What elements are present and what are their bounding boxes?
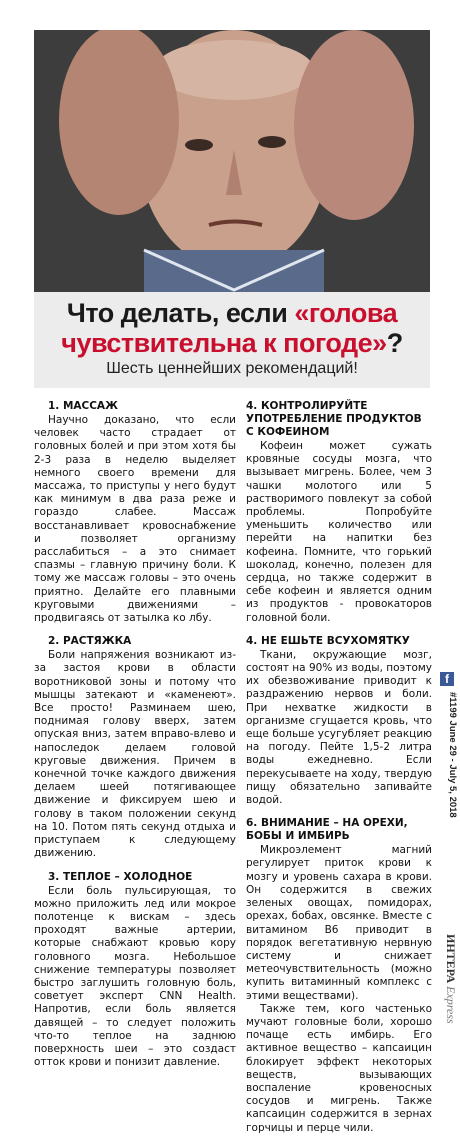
right-column (246, 400, 432, 1145)
section-body: Научно доказано, что если человек часто страдает от головных болей и при этом хотя бы 2-3 раза в неделю выделяет немного своего времени для массажа, то приступы у него будут как минимум в два раза реже и гораздо слабее. Массаж восстанавливает кровоснабжение и позволяет организму расслабиться – а это снимает спазмы – главную причину боли. К тому же массаж головы – это очень приятно. Делайте его плавными круговыми движениями – продвигаясь от затылка ко лбу. (34, 414, 236, 625)
headline-line-1 (34, 298, 430, 328)
issue-info: #1199 June 29 - July 5, 2018 (447, 692, 458, 818)
section-body: Микроэлемент магний регулирует приток крови к мозгу и уровень сахара в крови. Он содержится в свежих зеленых овощах, помидорах, орехах, бобах, овсянке. Вместе с витамином В6 приводит в порядок вегетативную нервную систему и снижает метеочувствительность (можно купить витаминный комплекс с этими веществами). (246, 844, 432, 1002)
section-body: Боли напряжения возникают из-за застоя крови в области воротниковой зоны и потому что мышцы затекают и «каменеют». Все просто! Разминаем шею, поднимая голову вверх, затем опуская вниз, затем вправо-влево и напоследок делаем головой круговые движения. Причем в конечной точке каждого движения делаем шеей потягивающее движение и фиксируем шею и голову в таком положении секунд на 10. Потом пять секунд отдыха и приступаем к следующему движению. (34, 649, 236, 860)
subtitle: Шесть ценнейших рекомендаций! (106, 360, 358, 377)
section-title: 3. ТЕПЛОЕ – ХОЛОДНОЕ (48, 870, 193, 883)
section-title: 1. МАССАЖ (48, 400, 118, 412)
section-massage (34, 400, 236, 625)
section-body: Кофеин может сужать кровяные сосуды мозга, что вызывает мигрень. Более, чем 3 чашки молотого или 5 растворимого повлекут за собой проблемы. Попробуйте уменьшить количество или перейти на напитки без кофеина. Помните, что горький шоколад, конечно, полезен для сердца, но также содержит в себе кофеин и является одним из продуктов - провокаторов головной боли. (246, 440, 432, 624)
section-body: Ткани, окружающие мозг, состоят на 90% из воды, поэтому их обезвоживание приводит к раздражению нервов и боли. При нехватке жидкости в организме сгущается кровь, что еще больше усугубляет реакцию на погоду. Пейте 1,5-2 литра воды ежедневно. Если перекусываете на ходу, твердую пищу обязательно запивайте водой. (246, 648, 432, 807)
headline-question: ? (386, 328, 403, 358)
brand-logo (438, 934, 458, 1074)
brand-name: ИНТЕРА (444, 934, 458, 984)
headline-accent-2: чувствительна к погоде» (61, 328, 387, 358)
section-title: 2. РАСТЯЖКА (48, 635, 132, 648)
facebook-icon: f (440, 672, 454, 686)
section-warm-cold (34, 871, 236, 1070)
section-body-2: Также тем, кого частенько мучают головные боли, хорошо почаще есть имбирь. Его активное вещество – капсаицин блокирует эффект некоторых веществ, вызывающих воспаление кровеносных сосудов и мигрень. Также капсаицин содержится в зернах горчицы и перце чили. (246, 1002, 432, 1134)
publication-spine (438, 672, 458, 1072)
section-stretch (34, 635, 236, 860)
section-title: 4. КОНТРОЛИРУЙТЕ УПОТРЕБЛЕНИЕ ПРОДУКТОВ С КОФЕИНОМ (246, 400, 422, 438)
left-column (34, 400, 236, 1079)
section-body: Если боль пульсирующая, то можно приложить лед или мокрое полотенце к вискам – здесь проходят важные артерии, которые снабжают кровью кору головного мозга. Небольшое снижение температуры позволяет быстро заглушить головную боль, советует эксперт CNN Health. Напротив, если боль является давящей – то следует положить что-то теплое на заднюю поверхность шеи – это создаст отток крови и понизит давление. (34, 884, 236, 1069)
headline-line-2 (34, 328, 430, 358)
headline-accent: «голова (294, 298, 398, 328)
brand-script: Express (444, 986, 458, 1024)
headline-text: Что делать, если (66, 298, 295, 328)
headline-block (34, 292, 430, 388)
hero-photo (34, 30, 430, 292)
section-title: 6. ВНИМАНИЕ – НА ОРЕХИ, БОБЫ И ИМБИРЬ (246, 817, 408, 843)
section-title: 4. НЕ ЕШЬТЕ ВСУХОМЯТКУ (246, 634, 410, 647)
section-caffeine (246, 400, 432, 625)
section-dry-food (246, 635, 432, 807)
man-headache-illustration (34, 30, 430, 292)
section-nuts-ginger (246, 817, 432, 1134)
